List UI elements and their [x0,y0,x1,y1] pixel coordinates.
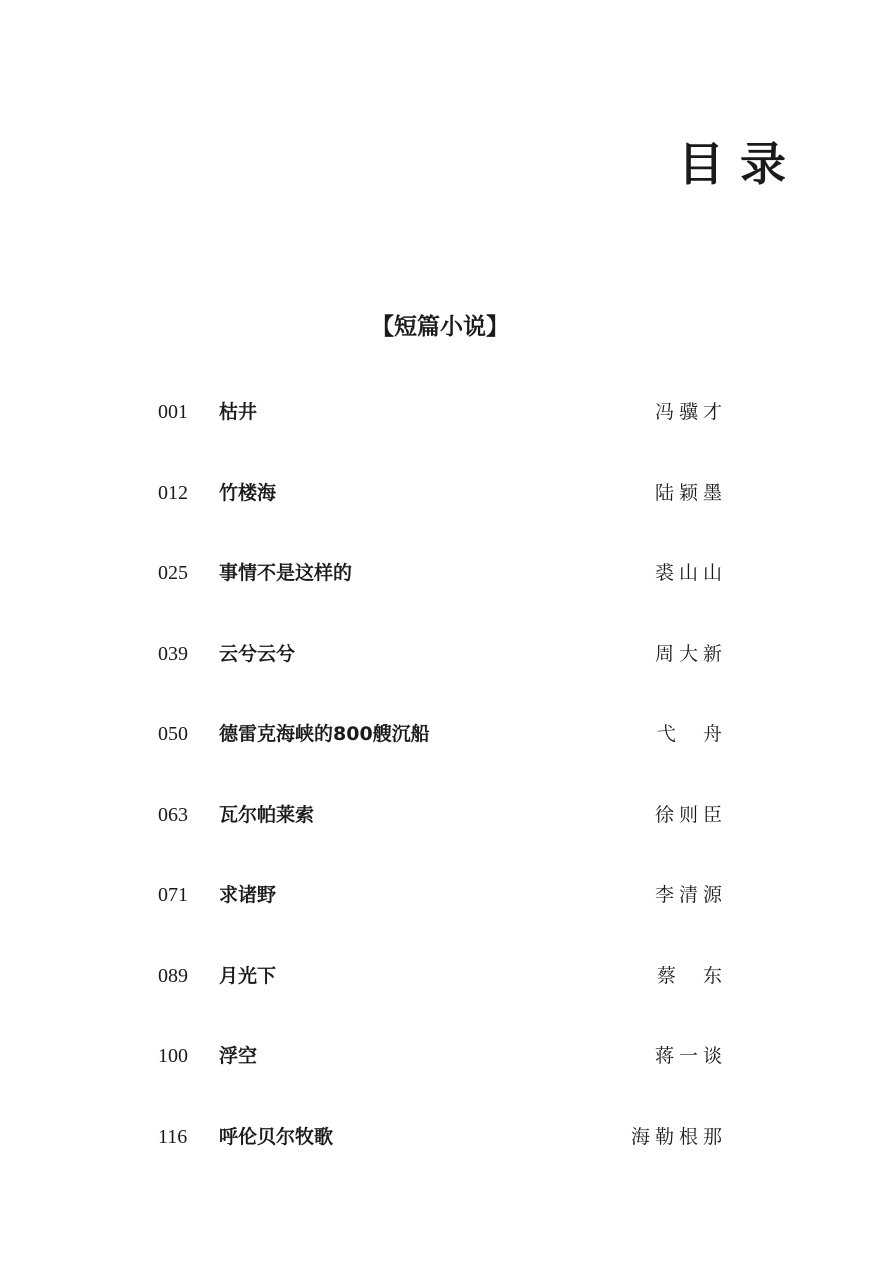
entry-page-number: 012 [158,481,188,504]
entry-page-number: 116 [158,1125,188,1148]
entry-page-number: 089 [158,964,188,987]
entry-page-number: 039 [158,642,188,665]
toc-entry[interactable] [158,634,727,715]
entry-author: 蔡 东 [656,964,727,987]
toc-entry[interactable] [158,714,727,795]
entry-page-number: 100 [158,1045,188,1067]
table-of-contents [158,392,727,1197]
entry-title: 德雷克海峡的800艘沉船 [219,723,430,745]
toc-entry[interactable] [158,956,727,1037]
entry-title: 月光下 [219,964,277,987]
entry-page-number: 071 [158,884,188,906]
entry-author: 冯骥才 [654,401,727,423]
entry-author: 蒋一谈 [654,1045,727,1067]
entry-page-number: 063 [158,803,188,826]
toc-entry[interactable] [158,1036,727,1117]
entry-page-number: 050 [158,723,188,745]
entry-author: 周大新 [654,642,727,665]
entry-author: 陆颖墨 [654,481,727,504]
toc-entry[interactable] [158,875,727,956]
entry-page-number: 025 [158,562,188,584]
entry-title: 瓦尔帕莱索 [219,803,315,826]
toc-entry[interactable] [158,795,727,876]
entry-page-number: 001 [158,401,188,423]
entry-title: 呼伦贝尔牧歌 [219,1125,334,1148]
entry-title: 事情不是这样的 [219,562,353,584]
toc-entry[interactable] [158,473,727,554]
entry-author: 裘山山 [654,562,727,584]
entry-title: 竹楼海 [219,481,277,504]
toc-entry[interactable] [158,553,727,634]
toc-entry[interactable] [158,1117,727,1198]
entry-title: 求诸野 [219,884,277,906]
entry-title: 云兮云兮 [219,642,296,665]
entry-title: 枯井 [219,401,258,423]
entry-author: 李清源 [654,884,727,906]
toc-entry[interactable] [158,392,727,473]
page-title: 目录 [678,137,802,191]
entry-author: 弋 舟 [656,723,727,745]
entry-author: 海勒根那 [630,1125,727,1148]
entry-title: 浮空 [219,1045,258,1067]
section-heading: 【短篇小说】 [371,314,509,340]
entry-author: 徐则臣 [654,803,727,826]
